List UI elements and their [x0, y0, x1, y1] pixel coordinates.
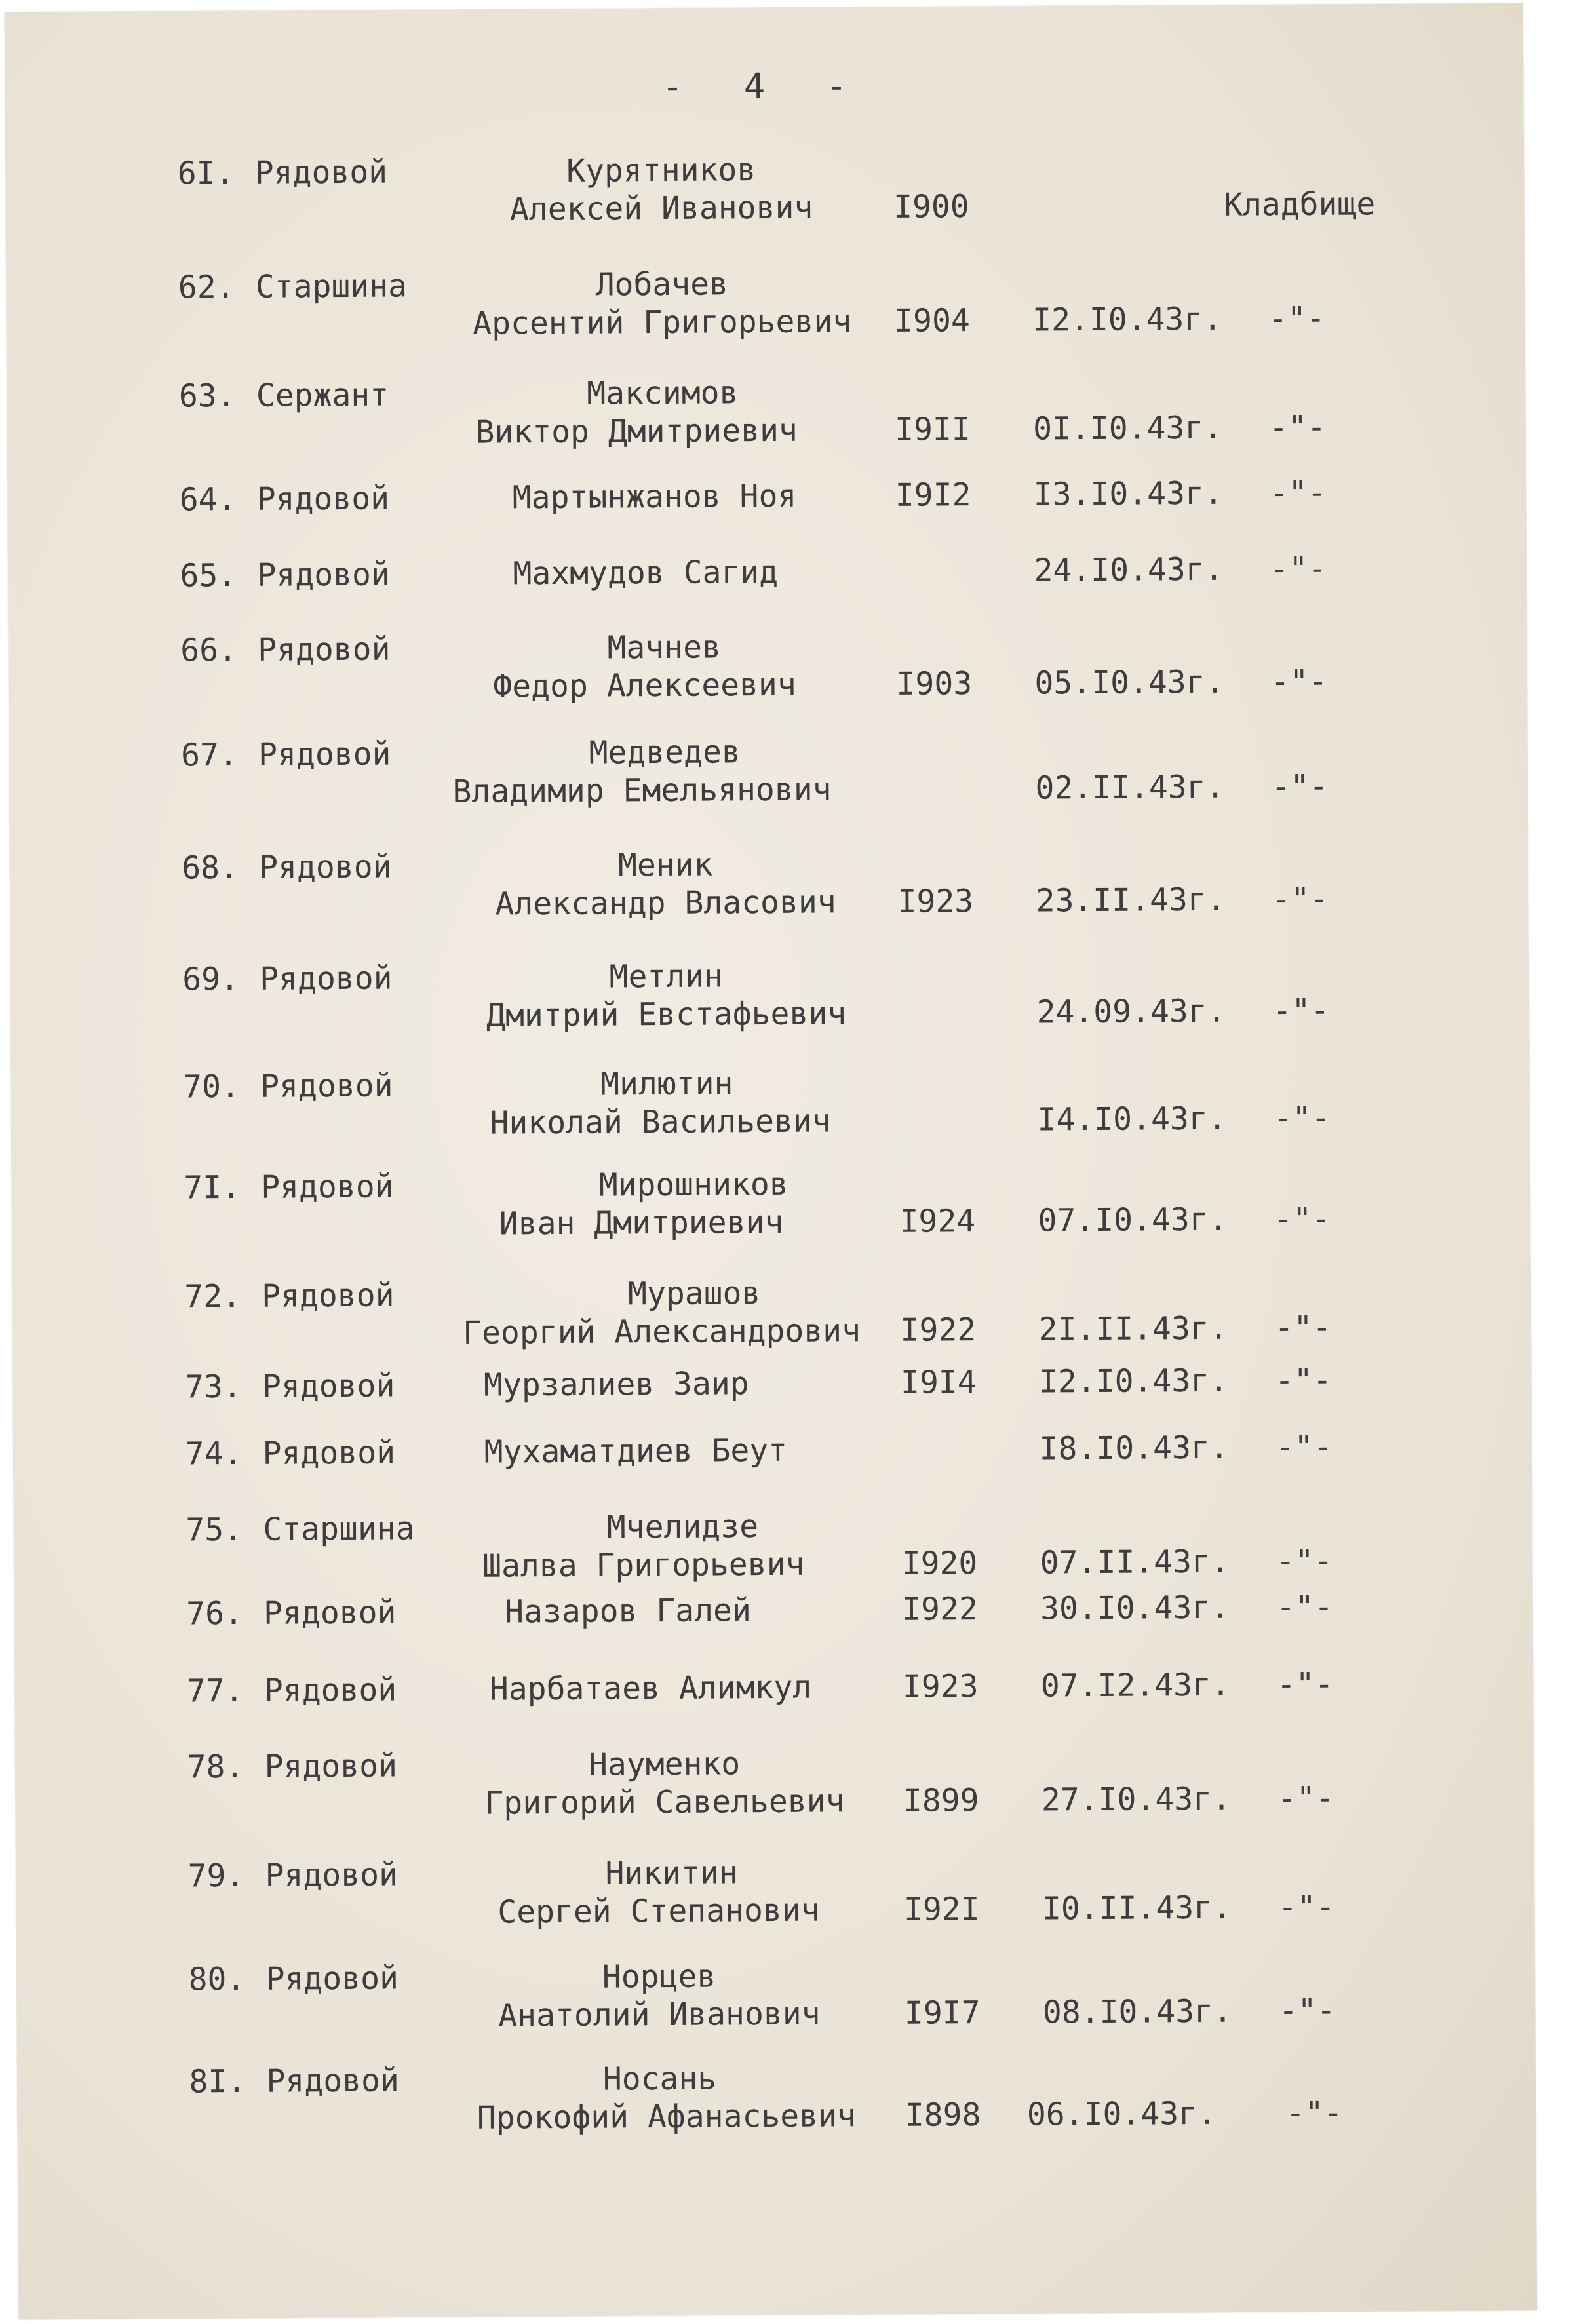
table-row: [10, 841, 1528, 961]
entry-rank: Рядовой: [262, 1277, 395, 1315]
entry-number: 74.: [185, 1435, 243, 1473]
entry-burial-place: -"-: [1278, 1992, 1336, 2030]
entry-birth-year: I900: [893, 188, 969, 225]
entry-full-name: Назаров Галей: [505, 1592, 752, 1631]
entry-birth-year: I904: [894, 302, 970, 339]
entry-death-date: 2I.II.43г.: [1038, 1309, 1228, 1348]
entry-rank: Рядовой: [265, 1856, 399, 1894]
entry-death-date: 07.I0.43г.: [1038, 1201, 1228, 1239]
entry-death-date: 23.II.43г.: [1036, 881, 1226, 920]
entry-rank: Рядовой: [262, 1367, 395, 1405]
entry-burial-place: -"-: [1277, 1779, 1334, 1817]
entry-death-date: 24.I0.43г.: [1034, 551, 1224, 589]
entry-surname: Курятников: [566, 151, 756, 189]
entry-surname: Мачнев: [607, 629, 722, 667]
table-row: [16, 1952, 1535, 2073]
entry-given-names: Григорий Савельевич: [484, 1783, 845, 1822]
entry-rank: Рядовой: [257, 556, 390, 594]
entry-burial-place: Кладбище: [1223, 185, 1376, 223]
entry-death-date: I2.I0.43г.: [1038, 1362, 1229, 1401]
entry-surname: Мурашов: [627, 1275, 761, 1313]
entry-number: 6I.: [177, 154, 235, 192]
entry-given-names: Иван Дмитриевич: [499, 1203, 784, 1243]
entry-death-date: 27.I0.43г.: [1041, 1780, 1232, 1819]
table-row: [6, 146, 1525, 267]
entry-death-date: I3.I0.43г.: [1033, 474, 1223, 513]
entry-burial-place: -"-: [1273, 1099, 1331, 1137]
entry-number: 72.: [184, 1277, 242, 1315]
entry-death-date: 06.I0.43г.: [1026, 2095, 1217, 2133]
entry-rank: Рядовой: [263, 1594, 397, 1632]
entry-burial-place: -"-: [1277, 1888, 1335, 1926]
entry-rank: Старшина: [263, 1510, 415, 1548]
entry-number: 68.: [182, 849, 239, 887]
entry-surname: Никитин: [605, 1854, 738, 1892]
entry-full-name: Мурзалиев Заир: [483, 1365, 749, 1404]
entry-burial-place: -"-: [1269, 474, 1327, 512]
entry-rank: Рядовой: [265, 1960, 399, 1998]
entry-rank: Рядовой: [258, 735, 391, 773]
entry-surname: Носань: [602, 2060, 717, 2098]
entry-given-names: Георгий Александрович: [462, 1312, 861, 1351]
entry-rank: Рядовой: [256, 480, 390, 518]
entry-number: 77.: [186, 1672, 244, 1710]
entry-death-date: I0.II.43г.: [1042, 1889, 1232, 1927]
entry-birth-year: I920: [901, 1545, 978, 1582]
table-row: [17, 2055, 1536, 2175]
entry-given-names: Виктор Дмитриевич: [475, 412, 798, 451]
entry-burial-place: -"-: [1285, 2094, 1343, 2132]
entry-birth-year: I9I2: [895, 476, 971, 514]
entry-burial-place: -"-: [1272, 880, 1329, 918]
entry-death-date: I8.I0.43г.: [1039, 1429, 1229, 1467]
table-row: [7, 260, 1525, 381]
entry-birth-year: I924: [899, 1203, 976, 1240]
entry-rank: Рядовой: [258, 630, 391, 668]
entry-surname: Меник: [617, 846, 713, 884]
entry-burial-place: -"-: [1271, 767, 1329, 805]
entry-burial-place: -"-: [1275, 1428, 1333, 1466]
page-number: - 4 -: [661, 65, 867, 107]
entry-burial-place: -"-: [1275, 1588, 1334, 1626]
entry-surname: Мирошников: [598, 1165, 789, 1204]
table-row: [9, 623, 1527, 744]
entry-burial-place: -"-: [1274, 1200, 1331, 1238]
entry-rank: Старшина: [255, 267, 408, 305]
entry-burial-place: -"-: [1269, 408, 1327, 446]
entry-rank: Сержант: [256, 376, 389, 414]
entry-number: 80.: [188, 1960, 246, 1998]
entry-number: 63.: [178, 377, 236, 415]
table-row: [16, 1849, 1534, 1969]
entry-rank: Рядовой: [264, 1747, 398, 1785]
entry-death-date: 05.I0.43г.: [1034, 663, 1224, 702]
entry-given-names: Прокофий Афанасьевич: [477, 2097, 857, 2137]
entry-burial-place: -"-: [1270, 663, 1328, 701]
entry-death-date: 07.II.43г.: [1040, 1543, 1230, 1581]
entry-rank: Рядовой: [260, 959, 393, 997]
entry-rank: Рядовой: [263, 1671, 397, 1709]
entry-surname: Медведев: [589, 733, 741, 771]
entry-burial-place: -"-: [1268, 300, 1326, 338]
entry-given-names: Николай Васильевич: [490, 1102, 831, 1142]
entry-surname: Максимов: [587, 374, 739, 412]
entry-birth-year: I922: [902, 1591, 978, 1628]
entry-rank: Рядовой: [266, 2062, 400, 2100]
entry-given-names: Арсентий Григорьевич: [473, 303, 852, 342]
entry-death-date: 24.09.43г.: [1036, 992, 1226, 1031]
entry-number: 8I.: [189, 2063, 246, 2101]
entry-number: 75.: [185, 1511, 243, 1549]
entry-death-date: 02.II.43г.: [1035, 768, 1225, 807]
table-row: [9, 728, 1528, 849]
entry-number: 67.: [181, 736, 239, 774]
entry-birth-year: I92I: [903, 1891, 980, 1928]
entry-given-names: Александр Власович: [495, 883, 836, 923]
entry-rank: Рядовой: [261, 1168, 394, 1206]
entry-number: 66.: [180, 631, 238, 669]
entry-death-date: 07.I2.43г.: [1040, 1666, 1231, 1705]
entry-birth-year: I899: [903, 1782, 979, 1819]
entry-number: 79.: [187, 1857, 245, 1895]
entry-number: 69.: [182, 960, 240, 998]
entry-surname: Метлин: [609, 958, 724, 996]
entry-number: 62.: [178, 268, 235, 306]
entry-given-names: Дмитрий Евстафьевич: [486, 995, 847, 1034]
entry-number: 70.: [183, 1068, 241, 1106]
table-row: [7, 369, 1526, 490]
entry-burial-place: -"-: [1274, 1361, 1332, 1399]
entry-birth-year: I9I4: [900, 1364, 977, 1401]
entry-surname: Науменко: [588, 1745, 741, 1783]
entry-death-date: 0I.I0.43г.: [1033, 409, 1223, 448]
entry-burial-place: -"-: [1270, 550, 1327, 588]
entry-burial-place: -"-: [1276, 1665, 1334, 1703]
entry-burial-place: -"-: [1272, 992, 1330, 1030]
table-row: [15, 1740, 1534, 1861]
entry-full-name: Нарбатаев Алимкул: [489, 1669, 812, 1708]
entry-rank: Рядовой: [259, 848, 392, 886]
entry-birth-year: I9I7: [904, 1994, 981, 2032]
entry-death-date: I4.I0.43г.: [1037, 1100, 1227, 1138]
entry-rank: Рядовой: [254, 153, 388, 191]
table-row: [12, 1161, 1530, 1281]
entry-birth-year: I898: [905, 2097, 981, 2134]
entry-birth-year: I923: [897, 883, 974, 920]
entry-number: 78.: [187, 1748, 244, 1786]
table-row: [10, 952, 1529, 1073]
entry-given-names: Федор Алексеевич: [493, 666, 796, 705]
entry-burial-place: -"-: [1274, 1309, 1332, 1347]
entry-full-name: Махмудов Сагид: [513, 553, 779, 592]
entry-burial-place: -"-: [1275, 1542, 1333, 1580]
entry-given-names: Алексей Иванович: [509, 189, 813, 228]
entry-birth-year: I923: [902, 1668, 979, 1705]
entry-surname: Норцев: [602, 1958, 716, 1996]
entry-death-date: 30.I0.43г.: [1040, 1589, 1230, 1627]
entry-death-date: 08.I0.43г.: [1042, 1992, 1233, 2031]
entry-number: 7I.: [184, 1169, 241, 1207]
entry-number: 76.: [186, 1595, 244, 1633]
entry-surname: Милютин: [600, 1065, 733, 1103]
entry-given-names: Анатолий Иванович: [498, 1995, 821, 2034]
entry-birth-year: I9II: [895, 411, 971, 448]
entry-given-names: Шалва Григорьевич: [482, 1545, 805, 1585]
entry-number: 73.: [184, 1368, 242, 1406]
entry-death-date: I2.I0.43г.: [1032, 300, 1222, 339]
document-page: [5, 3, 1536, 2319]
entry-number: 64.: [179, 480, 237, 518]
entry-full-name: Мухаматдиев Беут: [484, 1431, 788, 1471]
entry-rank: Рядовой: [260, 1067, 393, 1105]
entry-surname: Мчелидзе: [606, 1508, 759, 1546]
entry-surname: Лобачев: [595, 265, 729, 303]
entry-full-name: Мартынжанов Ноя: [512, 477, 797, 516]
entry-given-names: Сергей Степанович: [497, 1891, 820, 1931]
entry-rank: Рядовой: [262, 1434, 396, 1472]
entry-birth-year: I903: [896, 665, 973, 703]
entry-birth-year: I922: [900, 1311, 977, 1349]
entry-number: 65.: [180, 556, 237, 594]
entry-given-names: Владимир Емельянович: [452, 771, 832, 810]
